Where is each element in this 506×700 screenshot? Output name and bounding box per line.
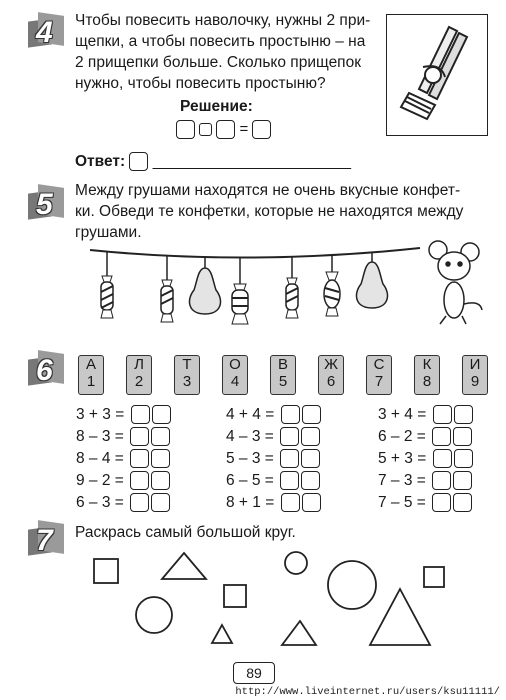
code-key — [318, 355, 344, 395]
task-7-text: Раскрась самый большой круг. — [75, 524, 296, 541]
key-letter: А — [85, 356, 96, 373]
key-letter: И — [469, 356, 481, 373]
letter-box[interactable] — [301, 471, 320, 490]
code-key — [462, 355, 488, 395]
page-number: 89 — [233, 662, 275, 684]
equation-text: 3 + 3 = — [76, 406, 125, 423]
letter-box[interactable] — [453, 427, 472, 446]
answer-box[interactable] — [433, 405, 452, 424]
shapes-illustration — [60, 545, 506, 660]
key-letter: Т — [182, 356, 192, 373]
task-4-line: 2 прищепки больше. Сколько прищепок — [75, 54, 361, 71]
code-key — [270, 355, 296, 395]
task-7-number: 7 — [36, 524, 53, 557]
equation-text: 5 + 3 = — [378, 450, 427, 467]
candy-2[interactable] — [161, 256, 173, 322]
task-5-line: грушами. — [75, 224, 142, 241]
key-digit: 3 — [182, 373, 192, 390]
task-5-text — [75, 180, 500, 243]
letter-box[interactable] — [302, 493, 321, 512]
answer-box[interactable] — [131, 405, 150, 424]
letter-box[interactable] — [453, 493, 472, 512]
equation-row — [378, 471, 472, 491]
code-key — [366, 355, 392, 395]
key-digit: 1 — [86, 373, 96, 390]
task-5-line: ки. Обведи те конфетки, которые не находятся между — [75, 203, 464, 220]
answer-box[interactable] — [280, 471, 299, 490]
key-digit: 6 — [326, 373, 336, 390]
clothespin-picture — [386, 14, 488, 136]
code-key — [414, 355, 440, 395]
letter-box[interactable] — [151, 493, 170, 512]
candy-5[interactable] — [324, 254, 340, 316]
letter-box[interactable] — [152, 405, 171, 424]
letter-box[interactable] — [151, 449, 170, 468]
circle-shape[interactable] — [328, 561, 376, 609]
equation-row — [226, 493, 321, 513]
equation-text: 7 – 5 = — [378, 494, 426, 511]
answer-box[interactable] — [129, 152, 148, 171]
key-letter: К — [422, 356, 432, 373]
equation-row — [76, 405, 171, 425]
task-4-number: 4 — [36, 16, 53, 49]
triangle-shape — [282, 621, 316, 645]
answer-box[interactable] — [176, 120, 195, 139]
equation-text: 8 – 3 = — [76, 428, 124, 445]
equation-row — [76, 471, 170, 491]
answer-line[interactable]: _______________________ — [152, 153, 352, 170]
key-digit: 4 — [230, 373, 240, 390]
task-4-line: нужно, чтобы повесить простыню? — [75, 75, 326, 92]
equation-row — [378, 493, 472, 513]
operator-box[interactable] — [199, 123, 212, 136]
key-letter: Ж — [324, 356, 338, 373]
answer-box[interactable] — [130, 471, 149, 490]
pear-1 — [189, 258, 220, 314]
code-key — [174, 355, 200, 395]
answer-box[interactable] — [281, 405, 300, 424]
solution-equation — [176, 120, 271, 140]
answer-box[interactable] — [280, 449, 299, 468]
key-digit: 9 — [470, 373, 480, 390]
key-letter: О — [229, 356, 241, 373]
letter-box[interactable] — [301, 427, 320, 446]
equation-text: 8 – 4 = — [76, 450, 124, 467]
candy-4[interactable] — [286, 256, 298, 318]
candy-1[interactable] — [101, 252, 113, 318]
equation-text: 6 – 2 = — [378, 428, 426, 445]
square-shape — [224, 585, 246, 607]
equation-row — [378, 405, 473, 425]
equation-text: 5 – 3 = — [226, 450, 274, 467]
key-letter: В — [277, 356, 288, 373]
answer-box[interactable] — [432, 471, 451, 490]
clothespin-icon — [387, 15, 487, 135]
equation-row — [76, 427, 170, 447]
equation-text: 3 + 4 = — [378, 406, 427, 423]
equation-row — [76, 449, 170, 469]
candy-3[interactable] — [232, 258, 248, 324]
answer-box[interactable] — [130, 493, 149, 512]
garland-illustration — [70, 240, 500, 340]
equation-text: 6 – 3 = — [76, 494, 124, 511]
equation-text: 4 – 3 = — [226, 428, 274, 445]
pear-2 — [356, 252, 387, 308]
equation-text: 7 – 3 = — [378, 472, 426, 489]
equation-row — [226, 471, 320, 491]
key-letter: Л — [134, 356, 144, 373]
letter-box[interactable] — [151, 471, 170, 490]
task-4-badge — [28, 14, 66, 52]
equation-row — [378, 427, 472, 447]
answer-box[interactable] — [216, 120, 235, 139]
equation-row — [76, 493, 170, 513]
equation-row — [226, 405, 321, 425]
answer-row — [75, 152, 351, 172]
letter-box[interactable] — [151, 427, 170, 446]
code-key — [222, 355, 248, 395]
equation-text: 8 + 1 = — [226, 494, 275, 511]
letter-box[interactable] — [453, 471, 472, 490]
triangle-shape — [212, 625, 232, 643]
equation-text: 6 – 5 = — [226, 472, 274, 489]
answer-box[interactable] — [432, 493, 451, 512]
task-4-line: щепки, а чтобы повесить простыню – на — [75, 33, 366, 50]
task-6-badge — [28, 352, 66, 390]
task-5-badge — [28, 186, 66, 224]
circle-shape[interactable] — [285, 552, 307, 574]
triangle-shape — [370, 589, 430, 645]
task-6-number: 6 — [36, 354, 53, 387]
key-digit: 2 — [134, 373, 144, 390]
letter-box[interactable] — [454, 405, 473, 424]
answer-box[interactable] — [252, 120, 271, 139]
solution-label: Решение: — [180, 98, 253, 115]
task-4-line: Чтобы повесить наволочку, нужны 2 при- — [75, 12, 371, 29]
answer-label: Ответ: — [75, 153, 126, 170]
circle-shape[interactable] — [136, 597, 172, 633]
triangle-shape — [162, 553, 206, 579]
square-shape — [94, 559, 118, 583]
answer-box[interactable] — [130, 427, 149, 446]
answer-box[interactable] — [130, 449, 149, 468]
task-4-text — [75, 10, 390, 94]
code-key — [126, 355, 152, 395]
task-5-line: Между грушами находятся не очень вкусные конфет- — [75, 182, 461, 199]
letter-box[interactable] — [302, 405, 321, 424]
answer-box[interactable] — [280, 427, 299, 446]
key-letter: С — [373, 356, 385, 373]
code-key — [78, 355, 104, 395]
source-url[interactable]: http://www.liveinternet.ru/users/ksu11111/ — [235, 686, 500, 698]
equation-row — [226, 449, 320, 469]
answer-box[interactable] — [432, 427, 451, 446]
task-5-number: 5 — [36, 188, 53, 221]
mouse-icon — [429, 241, 482, 324]
equals-sign: = — [239, 120, 249, 138]
key-digit: 5 — [278, 373, 288, 390]
equation-text: 9 – 2 = — [76, 472, 124, 489]
equation-text: 4 + 4 = — [226, 406, 275, 423]
equation-row — [378, 449, 473, 469]
key-digit: 8 — [422, 373, 432, 390]
equation-row — [226, 427, 320, 447]
garland-string — [90, 248, 420, 258]
letter-box[interactable] — [301, 449, 320, 468]
key-digit: 7 — [374, 373, 384, 390]
letter-box[interactable] — [454, 449, 473, 468]
answer-box[interactable] — [281, 493, 300, 512]
answer-box[interactable] — [433, 449, 452, 468]
square-shape — [424, 567, 444, 587]
